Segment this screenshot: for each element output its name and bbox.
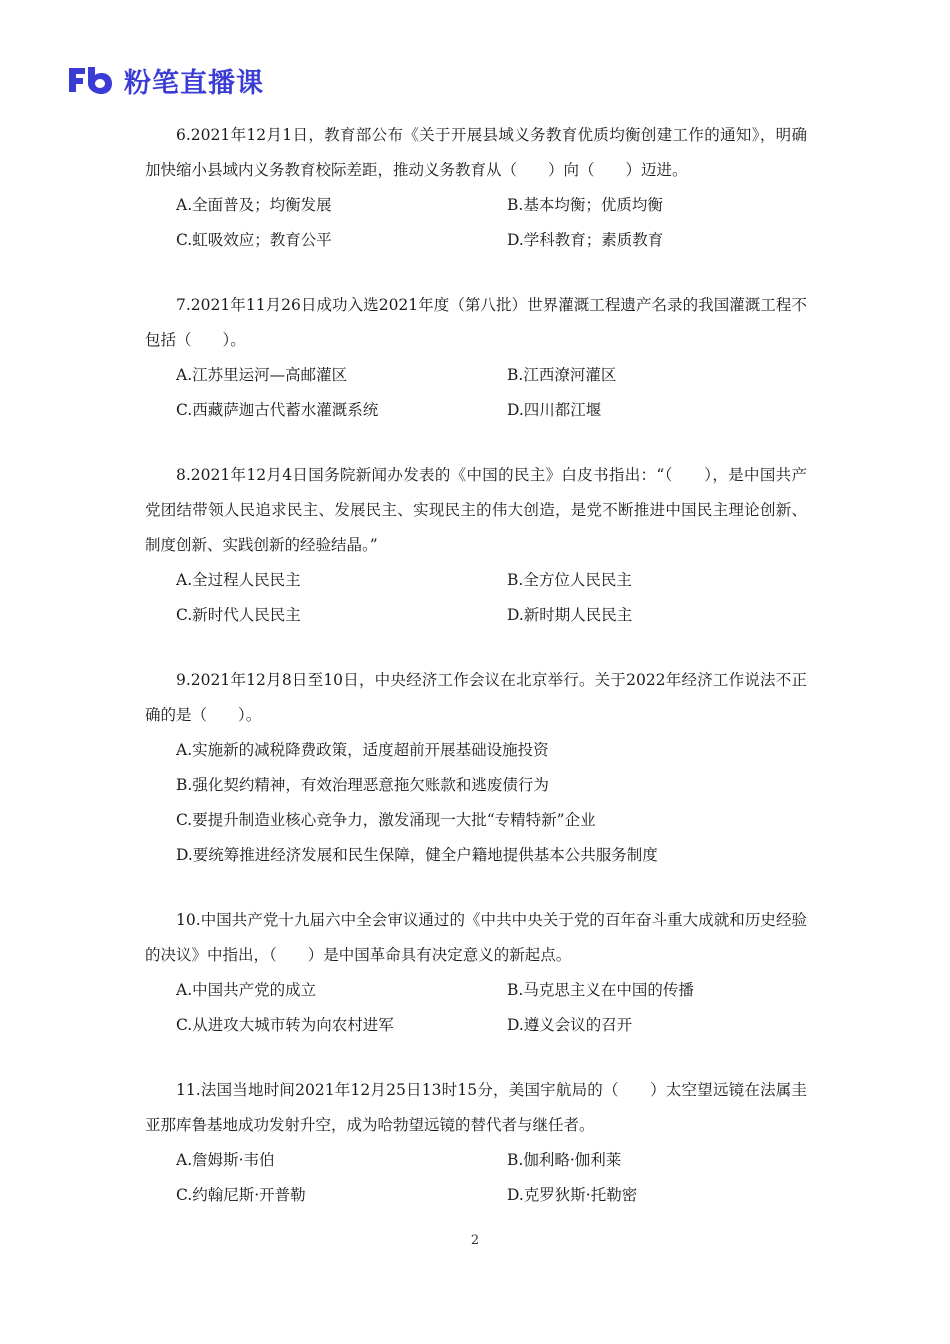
- page-number: 2: [470, 1233, 480, 1248]
- question-8: [145, 458, 807, 633]
- option-row: [145, 393, 807, 428]
- option-a: A.江苏里运河—高邮灌区: [176, 366, 348, 384]
- question-stem: 7.2021年11月26日成功入选2021年度（第八批）世界灌溉工程遗产名录的我国灌溉工程不包括（ ）。: [145, 296, 807, 349]
- option-a: A.中国共产党的成立: [176, 981, 317, 999]
- option-c: C.西藏萨迦古代蓄水灌溉系统: [176, 401, 379, 419]
- option-d: D.新时期人民民主: [507, 606, 633, 624]
- option-row: [145, 803, 807, 838]
- question-stem: 10.中国共产党十九届六中全会审议通过的《中共中央关于党的百年奋斗重大成就和历史经验的决议》中指出，（ ）是中国革命具有决定意义的新起点。: [145, 911, 807, 964]
- option-row: [145, 838, 807, 873]
- option-c: C.新时代人民民主: [176, 606, 301, 624]
- option-c: C.从进攻大城市转为向农村进军: [176, 1016, 394, 1034]
- option-b: B.全方位人民民主: [507, 571, 632, 589]
- option-row: [145, 973, 807, 1008]
- option-c: C.虹吸效应；教育公平: [176, 231, 332, 249]
- option-d: D.学科教育；素质教育: [507, 231, 664, 249]
- question-11: [145, 1073, 807, 1213]
- option-row: [145, 733, 807, 768]
- option-b: B.基本均衡；优质均衡: [507, 196, 663, 214]
- option-c: C.约翰尼斯·开普勒: [176, 1186, 306, 1204]
- option-row: [145, 1178, 807, 1213]
- question-stem: 11.法国当地时间2021年12月25日13时15分，美国宇航局的（ ）太空望远镜在法属圭亚那库鲁基地成功发射升空，成为哈勃望远镜的替代者与继任者。: [145, 1081, 807, 1134]
- option-row: [145, 768, 807, 803]
- question-9: [145, 663, 807, 873]
- option-row: [145, 223, 807, 258]
- question-6: [145, 118, 807, 258]
- option-row: [145, 598, 807, 633]
- option-c: C.要提升制造业核心竞争力，激发涌现一大批“专精特新”企业: [176, 811, 596, 829]
- option-row: [145, 563, 807, 598]
- option-d: D.遵义会议的召开: [507, 1016, 633, 1034]
- option-d: D.克罗狄斯·托勒密: [507, 1186, 638, 1204]
- fb-logo-icon: [66, 65, 116, 95]
- option-a: A.全面普及；均衡发展: [176, 196, 332, 214]
- option-a: A.詹姆斯·韦伯: [176, 1151, 275, 1169]
- option-d: D.要统筹推进经济发展和民生保障，健全户籍地提供基本公共服务制度: [176, 846, 658, 864]
- option-b: B.强化契约精神，有效治理恶意拖欠账款和逃废债行为: [176, 776, 549, 794]
- question-list: [145, 118, 807, 1243]
- option-row: [145, 1008, 807, 1043]
- option-b: B.江西潦河灌区: [507, 366, 617, 384]
- option-a: A.全过程人民民主: [176, 571, 301, 589]
- option-b: B.马克思主义在中国的传播: [507, 981, 694, 999]
- question-stem: 6.2021年12月1日，教育部公布《关于开展县域义务教育优质均衡创建工作的通知》，明确加快缩小县域内义务教育校际差距，推动义务教育从（ ）向（ ）迈进。: [145, 126, 807, 179]
- question-stem: 8.2021年12月4日国务院新闻办发表的《中国的民主》白皮书指出：“（ ），是中国共产党团结带领人民追求民主、发展民主、实现民主的伟大创造，是党不断推进中国民主理论创新、制度创新、实践创新的经验结晶。”: [145, 466, 807, 554]
- option-row: [145, 358, 807, 393]
- option-a: A.实施新的减税降费政策，适度超前开展基础设施投资: [176, 741, 549, 759]
- question-10: [145, 903, 807, 1043]
- option-row: [145, 1143, 807, 1178]
- option-row: [145, 188, 807, 223]
- question-7: [145, 288, 807, 428]
- brand-logo: [66, 62, 264, 98]
- option-d: D.四川都江堰: [507, 401, 602, 419]
- logo-text: 粉笔直播课: [124, 67, 264, 99]
- question-stem: 9.2021年12月8日至10日，中央经济工作会议在北京举行。关于2022年经济工作说法不正确的是（ ）。: [145, 671, 807, 724]
- option-b: B.伽利略·伽利莱: [507, 1151, 622, 1169]
